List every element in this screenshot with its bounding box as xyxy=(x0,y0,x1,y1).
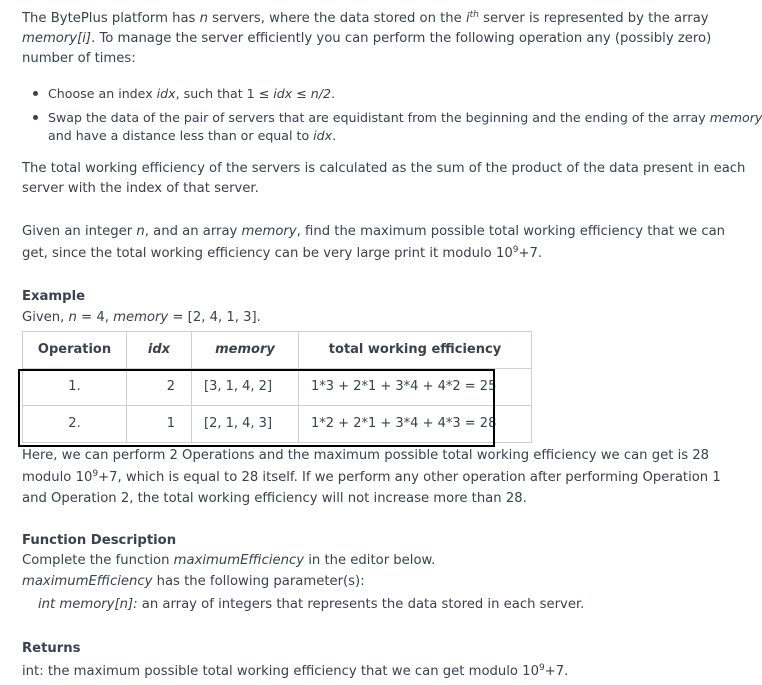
header-idx: idx xyxy=(127,332,192,369)
cell-efficiency: 1*2 + 2*1 + 3*4 + 4*3 = 28 xyxy=(299,406,532,443)
example-given: Given, n = 4, memory = [2, 4, 1, 3]. xyxy=(22,310,261,325)
cell-efficiency: 1*3 + 2*1 + 3*4 + 4*2 = 25 xyxy=(299,369,532,406)
intro-line-2: memory[i]. To manage the server efficiently you can perform the following operation any (possibly zero) xyxy=(22,31,712,46)
intro-line-3: number of times: xyxy=(22,51,136,66)
intro-line-1: The BytePlus platform has n servers, where the data stored on the $i^{th}$ server is represented by the array xyxy=(22,10,709,26)
explanation-line-3: and Operation 2, the total working efficiency will not increase more than 28. xyxy=(22,491,527,506)
bullet-choose-index: Choose an index idx, such that 1 ≤ idx ≤ n/2. xyxy=(48,86,335,101)
cell-operation: 2. xyxy=(23,406,127,443)
bullet-swap-line-2: and have a distance less than or equal to idx. xyxy=(48,128,337,143)
cell-memory: [2, 1, 4, 3] xyxy=(192,406,299,443)
function-line-2: maximumEfficiency has the following parameter(s): xyxy=(22,574,365,589)
header-operation: Operation xyxy=(23,332,127,369)
efficiency-line-2: server with the index of that server. xyxy=(22,181,259,196)
bullet-dot xyxy=(33,91,38,96)
cell-operation: 1. xyxy=(23,369,127,406)
table-header-row xyxy=(23,332,532,369)
parameter-line: int memory[n]: an array of integers that represents the data stored in each server. xyxy=(38,597,585,612)
example-heading: Example xyxy=(22,289,86,304)
task-line-1: Given an integer n, and an array memory, find the maximum possible total working efficiency that we can xyxy=(22,224,726,239)
explanation-line-1: Here, we can perform 2 Operations and the maximum possible total working efficiency we can get is 28 xyxy=(22,448,710,463)
bullet-dot xyxy=(33,115,38,120)
function-line-1: Complete the function maximumEfficiency in the editor below. xyxy=(22,553,436,568)
cell-memory: [3, 1, 4, 2] xyxy=(192,369,299,406)
explanation-line-2: modulo $10^9+7$, which is equal to 28 itself. If we perform any other operation after performing Operation 1 xyxy=(22,469,721,485)
function-description-heading: Function Description xyxy=(22,533,177,548)
table-row xyxy=(23,406,532,443)
bullet-swap-line-1: Swap the data of the pair of servers that are equidistant from the beginning and the ending of the array memory xyxy=(48,110,762,125)
header-memory: memory xyxy=(192,332,299,369)
cell-idx: 2 xyxy=(127,369,192,406)
example-table xyxy=(22,331,532,443)
header-total-efficiency: total working efficiency xyxy=(299,332,532,369)
task-line-2: get, since the total working efficiency can be very large print it modulo $10^9+7$. xyxy=(22,245,543,261)
cell-idx: 1 xyxy=(127,406,192,443)
efficiency-line-1: The total working efficiency of the servers is calculated as the sum of the product of the data present in each xyxy=(22,161,746,176)
returns-text: int: the maximum possible total working efficiency that we can get modulo $10^9+7$. xyxy=(22,663,569,679)
returns-heading: Returns xyxy=(22,641,81,656)
table-row xyxy=(23,369,532,406)
